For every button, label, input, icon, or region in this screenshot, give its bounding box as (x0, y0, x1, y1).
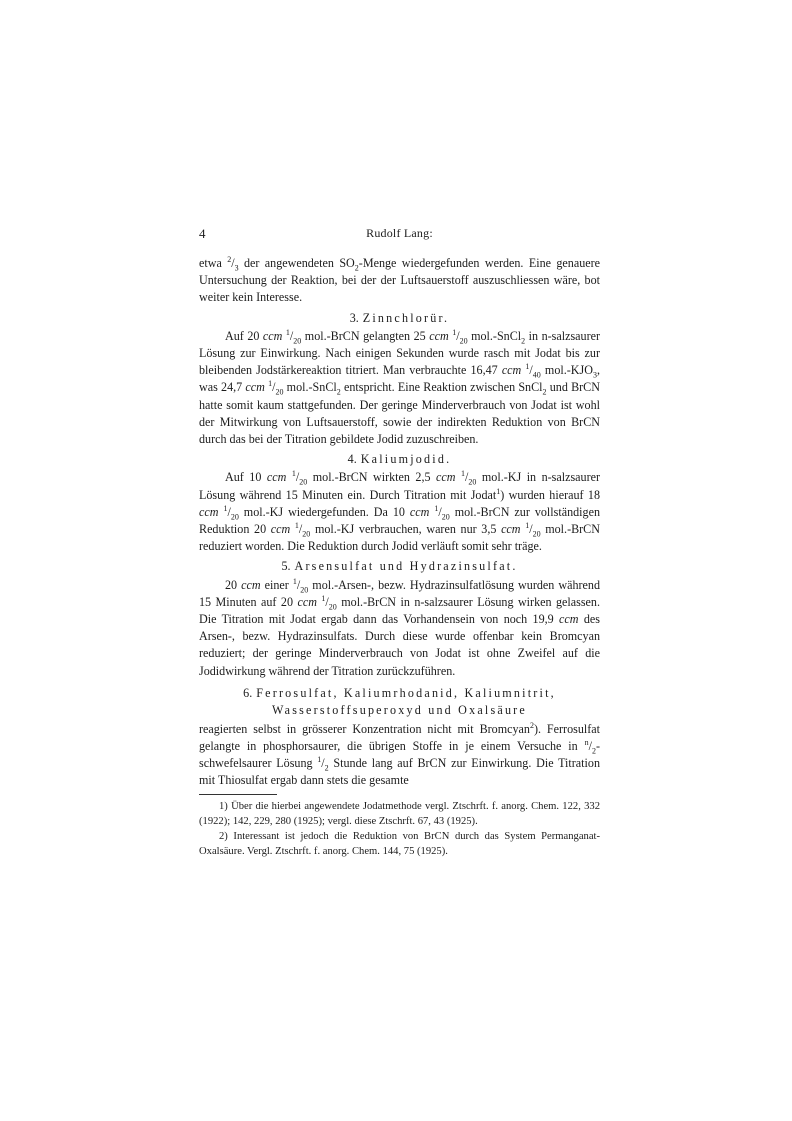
footnote-1: 1) Über die hierbei angewendete Jodatmethode vergl. Ztschrft. f. anorg. Chem. 122, 332 (1922); 142, 229, 280 (1925); vergl. diese Ztschrft. 67, 43 (1925). (199, 800, 600, 827)
paragraph-zinnchlorur: Auf 20 ccm $^1/_{20}$ mol.-BrCN gelangten 25 ccm $^1/_{20}$ mol.-SnCl$_2$ in n-salzsaurer Lösung zur Einwirkung. Nach einigen Sekunden wurde rasch mit Jodat bis zur bleibenden Jodstärkereaktion titriert. Man verbrauchte 16,47 ccm $^1/_{40}$ $mol.-KJO_3$, was 24,7 ccm $^1/_{20}$ mol.-SnCl$_2$ entspricht. Eine Reaktion zwischen SnCl$_2$ und BrCN hatte somit kaum stattgefunden. Der geringe Minderverbrauch von Jodat ist wohl der Mitwirkung von Luftsauerstoff, sowie der indirekten Reduktion von BrCN durch das bei der Titration gebildete Jodid zuzuschreiben. (199, 327, 600, 447)
paragraph-ferrosulfat: reagierten selbst in grösserer Konzentration nicht mit Bromcyan$^2$). Ferrosulfat gelangte in phosphorsaurer, die übrigen Stoffe in je einem Versuche in $^n/_2$-schwefelsaurer Lösung $^1/_2$ Stunde lang auf BrCN zur Einwirkung. Die Titration mit Thiosulfat ergab dann stets die gesamte (199, 720, 600, 788)
page (199, 226, 600, 859)
footnotes (199, 799, 600, 859)
body-text (199, 255, 600, 790)
running-head: Rudolf Lang: (366, 226, 433, 240)
footnote-rule (199, 794, 277, 795)
paragraph-continuation: etwa $^2/_3$ der angewendeten $SO_2$-Menge wiedergefunden werden. Eine genauere Untersuchung der Reaktion, bei der der Luftsauerstoff auszuschliessen wäre, bot weiter kein Interesse. (199, 254, 601, 305)
section-title-arsensulfat: 5. Arsensulfat und Hydrazinsulfat. (281, 559, 518, 574)
section-title-kaliumjodid: 4. Kaliumjodid. (347, 452, 452, 467)
page-number: 4 (199, 226, 206, 241)
page-header (199, 226, 600, 246)
section-title-ferrosulfat: 6. Ferrosulfat, Kaliumrhodanid, Kaliumnitrit, Wasserstoffsuperoxyd und Oxalsäure (243, 685, 556, 717)
paragraph-arsensulfat: 20 ccm einer $^1/_{20}$ mol.-Arsen-, bezw. Hydrazinsulfatlösung wurden während 15 Minuten auf 20 ccm $^1/_{20}$ mol.-BrCN in n-salzsaurer Lösung wirken gelassen. Die Titration mit Jodat ergab dann das Vorhandensein von noch 19,9 ccm des Arsen-, bezw. Hydrazinsulfats. Durch diese wurde offenbar kein Bromcyan reduziert; der geringe Minderverbrauch von Jodat ist ohne Zweifel auf die Jodidwirkung während der Titration zurückzuführen. (199, 576, 601, 678)
section-title-zinnchlorur: 3. Zinnchlorür. (349, 310, 450, 325)
paragraph-kaliumjodid: Auf 10 ccm $^1/_{20}$ mol.-BrCN wirkten 2,5 ccm $^1/_{20}$ mol.-KJ in n-salzsaurer Lösung während 15 Minuten ein. Durch Titration mit Jodat$^1$) wurden hierauf 18 ccm $^1/_{20}$ mol.-KJ wiedergefunden. Da 10 ccm $^1/_{20}$ mol.-BrCN zur vollständigen Reduktion 20 ccm $^1/_{20}$ mol.-KJ verbrauchen, waren nur 3,5 ccm $^1/_{20}$ mol.-BrCN reduziert worden. Die Reduktion durch Jodid verläuft somit sehr träge. (199, 469, 601, 554)
footnote-2: 2) Interessant ist jedoch die Reduktion von BrCN durch das System Permanganat-Oxalsäure. Vergl. Ztschrft. f. anorg. Chem. 144, 75 (1925). (199, 830, 600, 857)
